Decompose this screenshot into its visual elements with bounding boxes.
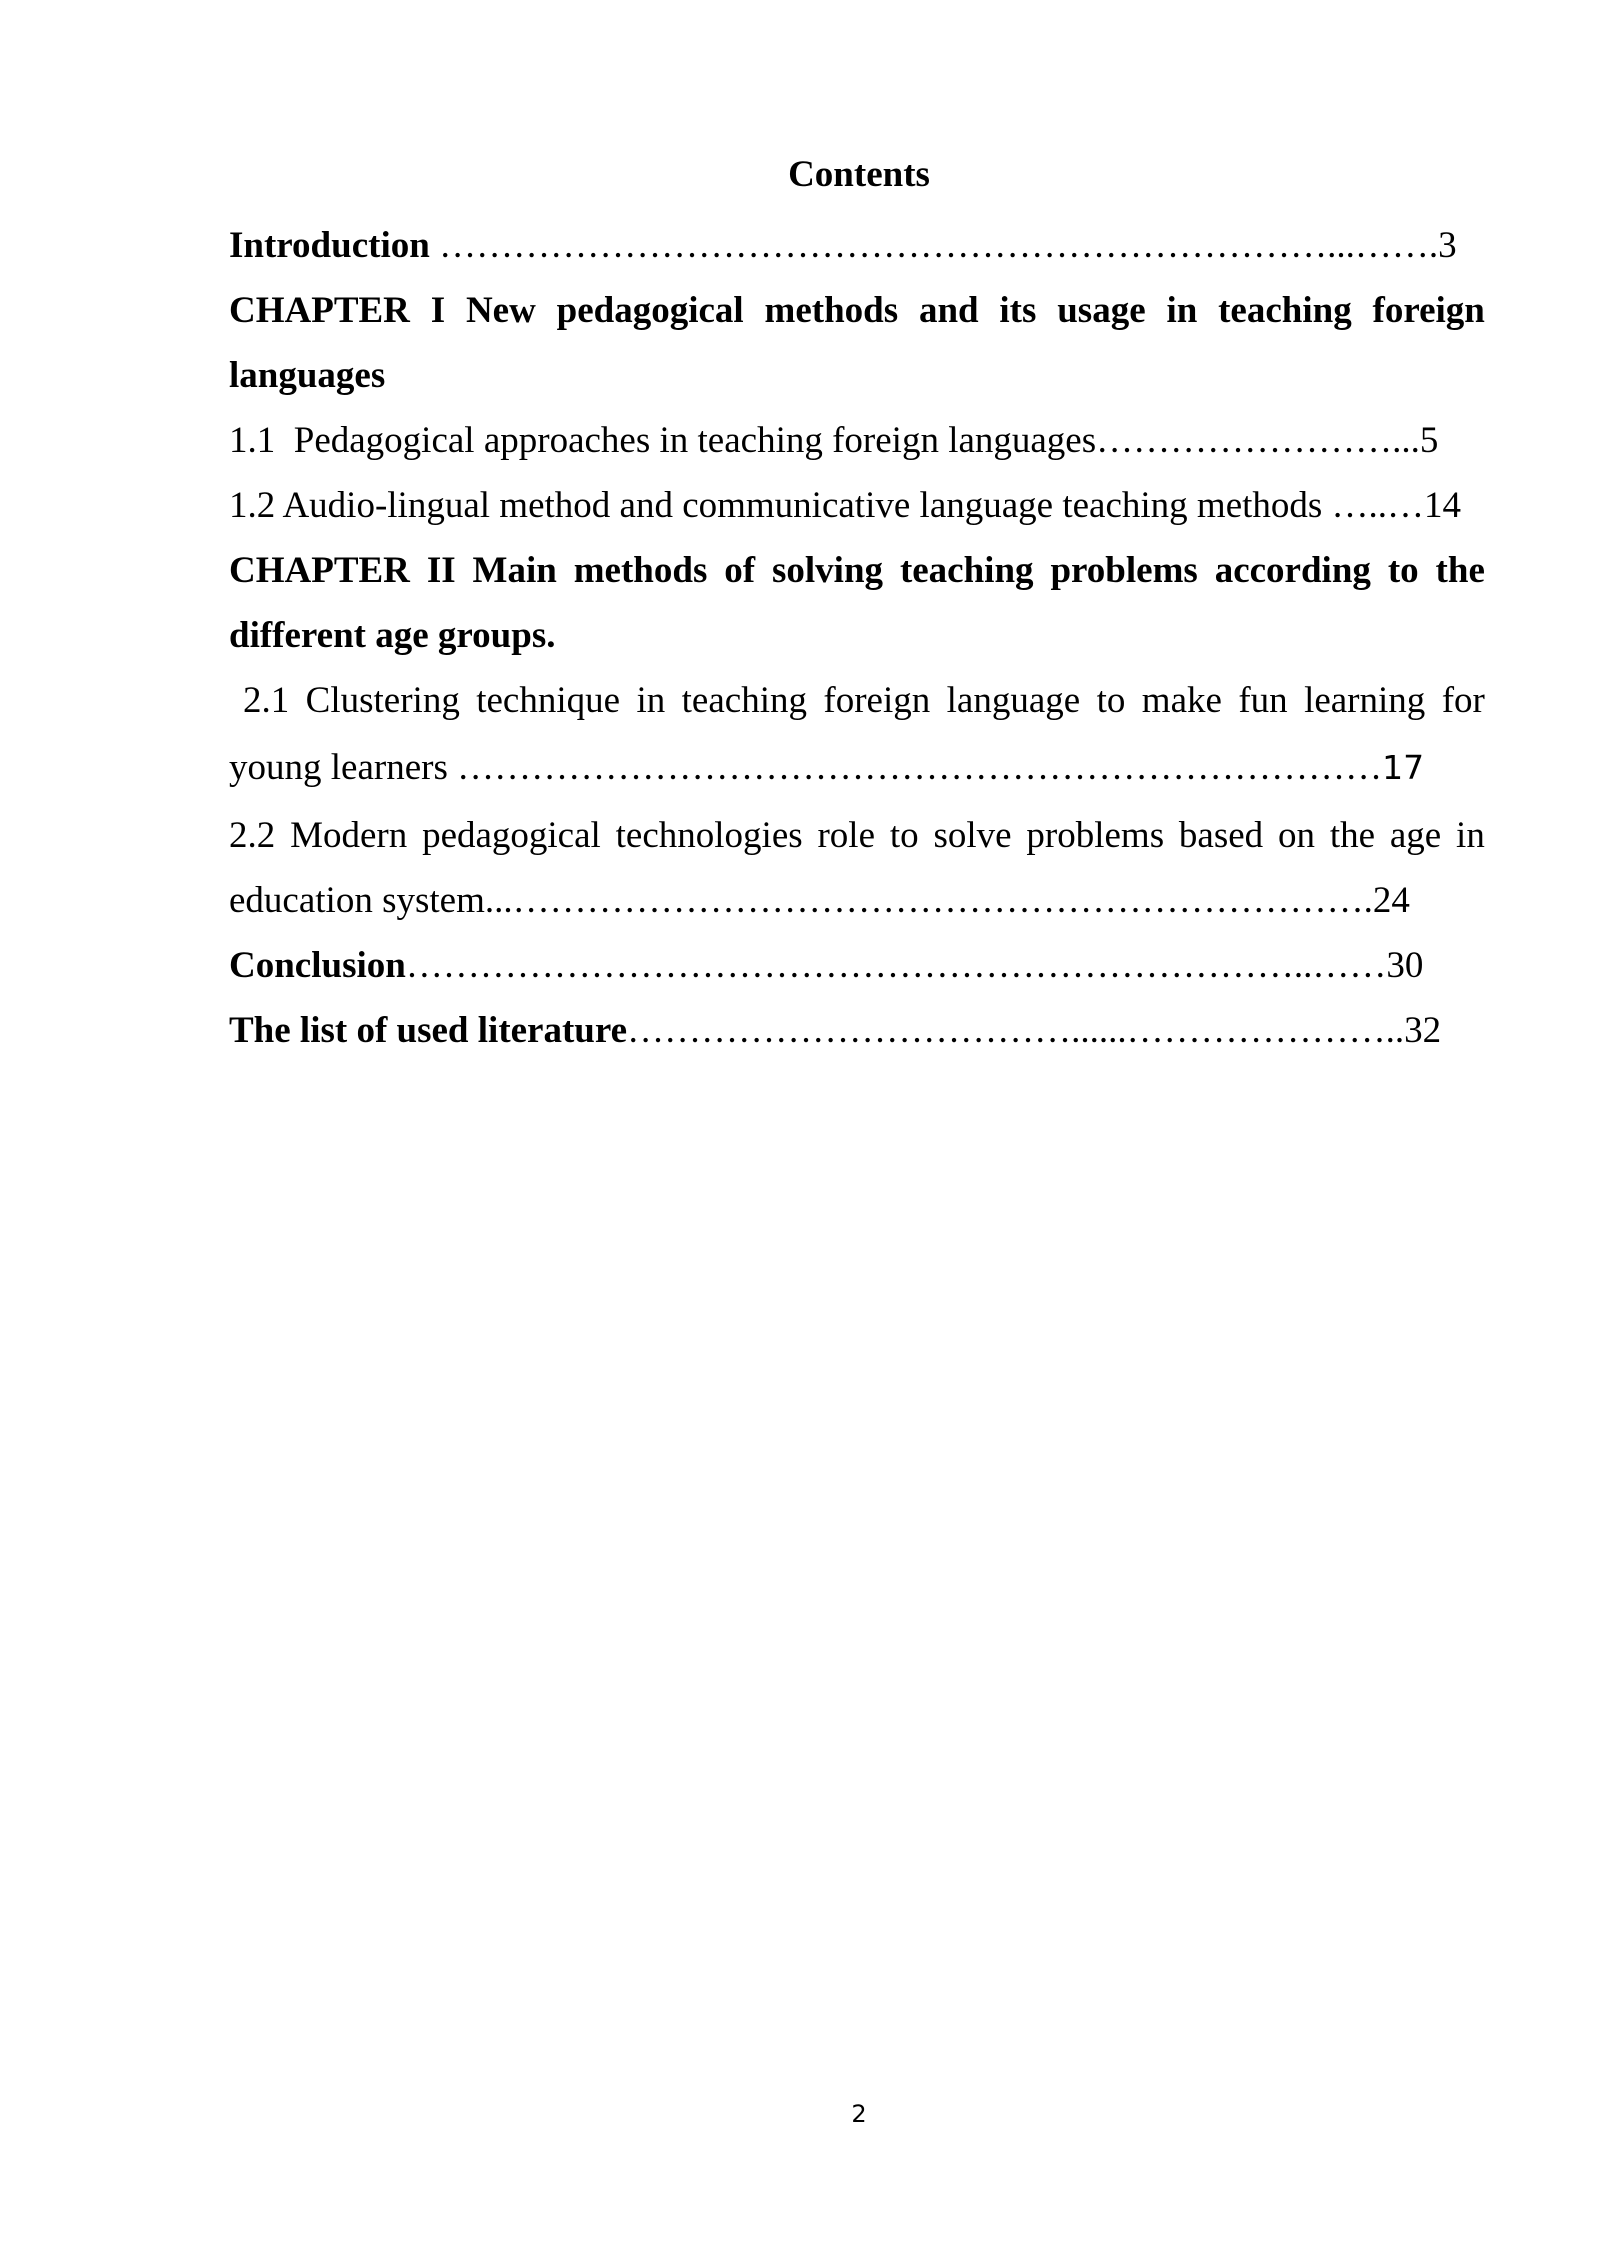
heading-word: I bbox=[430, 290, 446, 331]
heading-word: in bbox=[636, 680, 666, 721]
heading-word: and bbox=[918, 290, 979, 331]
heading-word: technologies bbox=[615, 815, 803, 856]
toc-entry-2-2[interactable] bbox=[229, 875, 1410, 927]
toc-entry-title: young learners bbox=[229, 747, 458, 788]
heading-word: in bbox=[1456, 815, 1485, 856]
heading-word: methods bbox=[573, 550, 708, 591]
heading-word: age bbox=[1389, 815, 1442, 856]
heading-word: language bbox=[946, 680, 1081, 721]
heading-word: problems bbox=[1050, 550, 1198, 591]
toc-page-number: 5 bbox=[1419, 420, 1439, 461]
heading-word: to bbox=[889, 815, 919, 856]
heading-word: Modern bbox=[290, 815, 408, 856]
heading-word: usage bbox=[1057, 290, 1146, 331]
heading-word: II bbox=[426, 550, 456, 591]
heading-word: on bbox=[1278, 815, 1315, 856]
heading-word: foreign bbox=[823, 680, 931, 721]
heading-word: pedagogical bbox=[556, 290, 744, 331]
heading-word: to bbox=[1387, 550, 1419, 591]
toc-page-number: 3 bbox=[1438, 225, 1457, 266]
toc-entry-title: 1.1 Pedagogical approaches in teaching foreign languages bbox=[229, 420, 1097, 461]
toc-chapter-1-heading-cont: languages bbox=[229, 355, 386, 396]
heading-word: 2.1 bbox=[243, 680, 290, 721]
toc-page-number: 24 bbox=[1372, 880, 1410, 921]
heading-word: teaching bbox=[681, 680, 807, 721]
toc-leader: ………………………………………………………………...……. bbox=[429, 225, 1439, 266]
toc-page-number: 32 bbox=[1404, 1010, 1442, 1051]
heading-word: solve bbox=[933, 815, 1012, 856]
heading-word: for bbox=[1441, 680, 1485, 721]
toc-chapter-1-heading[interactable] bbox=[229, 285, 1485, 337]
heading-word: 2.2 bbox=[229, 815, 276, 856]
toc-leader: ………………………………………………………………..…… bbox=[405, 945, 1387, 986]
heading-word: methods bbox=[764, 290, 899, 331]
toc-leader: ……………………... bbox=[1096, 420, 1420, 461]
heading-word: the bbox=[1435, 550, 1485, 591]
heading-word: role bbox=[817, 815, 876, 856]
heading-word: CHAPTER bbox=[229, 550, 410, 591]
heading-word: in bbox=[1166, 290, 1198, 331]
toc-leader: ………………………………......………………….. bbox=[627, 1010, 1405, 1051]
heading-word: to bbox=[1096, 680, 1126, 721]
toc-entry-2-2-line1[interactable] bbox=[229, 810, 1485, 862]
heading-word: learning bbox=[1304, 680, 1426, 721]
toc-leader: …..… bbox=[1331, 485, 1425, 526]
heading-word: foreign bbox=[1372, 290, 1485, 331]
heading-word: teaching bbox=[1218, 290, 1352, 331]
heading-word: fun bbox=[1238, 680, 1288, 721]
heading-word: according bbox=[1214, 550, 1371, 591]
heading-word: Clustering bbox=[305, 680, 460, 721]
heading-word: make bbox=[1141, 680, 1222, 721]
toc-page-number: 30 bbox=[1386, 945, 1424, 986]
toc-entry-1-2[interactable] bbox=[229, 480, 1461, 532]
toc-entry-title: Introduction bbox=[229, 225, 430, 266]
toc-entry-2-1-line1[interactable] bbox=[229, 675, 1485, 727]
page-number: 2 bbox=[851, 2100, 867, 2128]
heading-word: based bbox=[1178, 815, 1264, 856]
toc-page-number: 17 bbox=[1382, 748, 1425, 787]
toc-entry-title: The list of used literature bbox=[229, 1010, 628, 1051]
toc-leader: ………………………………………………………………… bbox=[457, 747, 1383, 788]
toc-entry-introduction[interactable] bbox=[229, 220, 1457, 272]
heading-word: its bbox=[999, 290, 1037, 331]
toc-leader: .……………………………………………………………. bbox=[503, 880, 1373, 921]
toc-entry-title: education system.. bbox=[229, 880, 504, 921]
heading-word: problems bbox=[1026, 815, 1165, 856]
heading-word: solving bbox=[771, 550, 884, 591]
toc-entry-1-1[interactable] bbox=[229, 415, 1438, 467]
toc-chapter-2-heading[interactable] bbox=[229, 545, 1485, 597]
heading-word: of bbox=[724, 550, 756, 591]
toc-entry-2-1[interactable] bbox=[229, 742, 1424, 794]
toc-entry-title: Conclusion bbox=[229, 945, 406, 986]
heading-word: technique bbox=[476, 680, 621, 721]
toc-page-number: 14 bbox=[1424, 485, 1462, 526]
heading-word: pedagogical bbox=[422, 815, 601, 856]
toc-entry-conclusion[interactable] bbox=[229, 940, 1423, 992]
heading-word: CHAPTER bbox=[229, 290, 410, 331]
heading-word: New bbox=[465, 290, 536, 331]
toc-entry-title: 1.2 Audio-lingual method and communicative language teaching methods bbox=[229, 485, 1332, 526]
heading-word: the bbox=[1329, 815, 1376, 856]
toc-entry-literature[interactable] bbox=[229, 1005, 1441, 1057]
heading-word: Main bbox=[472, 550, 557, 591]
page-title: Contents bbox=[788, 154, 930, 195]
heading-word: teaching bbox=[899, 550, 1034, 591]
toc-chapter-2-heading-cont: different age groups. bbox=[229, 615, 556, 656]
